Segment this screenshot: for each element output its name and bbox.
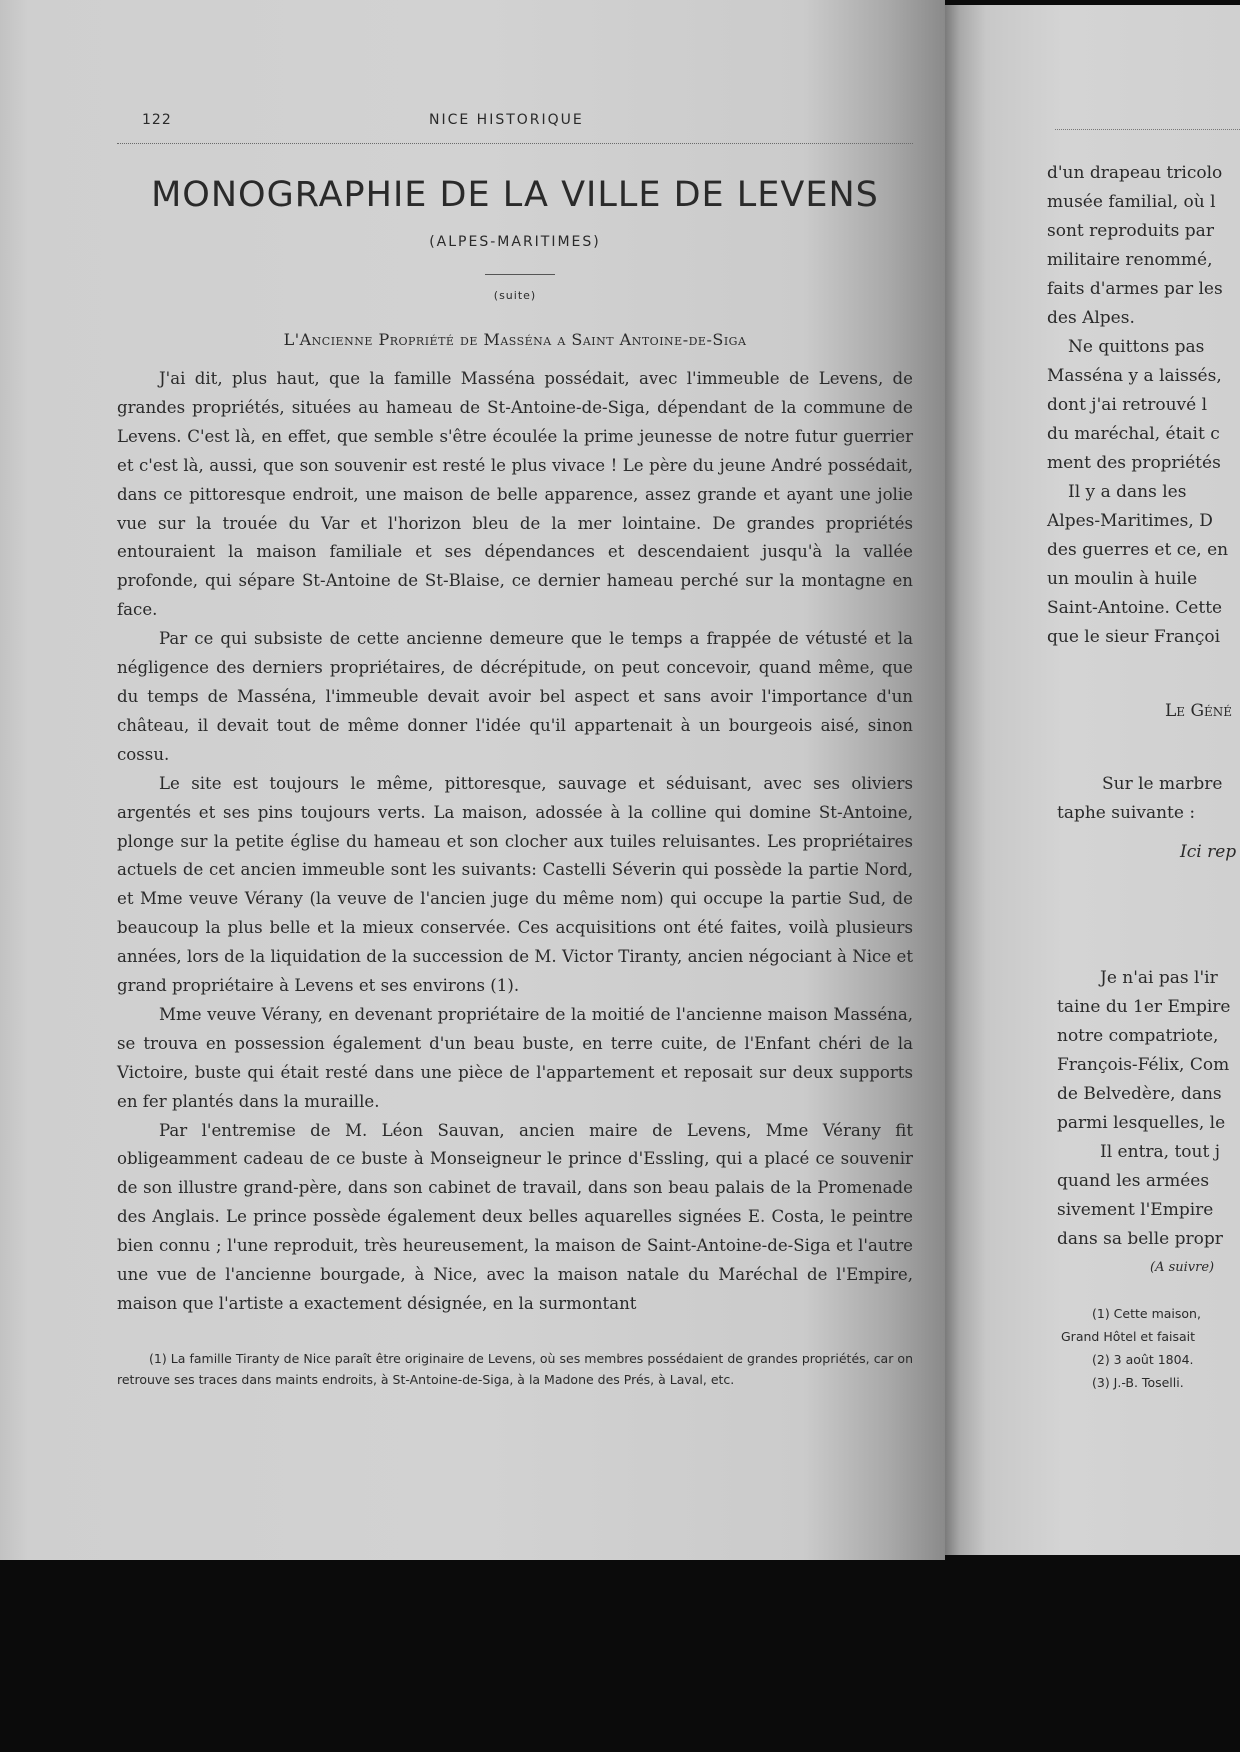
epitaph-line: Ici rep (1180, 842, 1237, 862)
right-line: de Belvedère, dans (1057, 1084, 1222, 1104)
right-line: faits d'armes par les (1047, 279, 1223, 299)
right-line: François-Félix, Com (1057, 1055, 1230, 1075)
right-line: un moulin à huile (1047, 569, 1198, 589)
right-line: d'un drapeau tricolo (1047, 163, 1223, 183)
running-title: NICE HISTORIQUE (429, 112, 584, 128)
suite-label: (suite) (493, 289, 537, 302)
right-footnote: (2) 3 août 1804. (1092, 1352, 1194, 1367)
right-line: Ne quittons pas (1068, 337, 1205, 357)
page-number: 122 (142, 112, 172, 128)
right-line: taine du 1er Empire (1057, 997, 1231, 1017)
article-body (117, 365, 913, 1319)
right-line: Alpes-Maritimes, D (1047, 511, 1213, 531)
paragraph: Par l'entremise de M. Léon Sauvan, ancien maire de Levens, Mme Vérany fit obligeamment cadeau de ce buste à Monseigneur le prince d'Essling, qui a placé ce souvenir de son illustre grand-père, dans son cabinet de travail, dans son beau palais de la Promenade des Anglais. Le prince possède également deux belles aquarelles signées E. Costa, le peintre bien connu ; l'une reproduit, très heureusement, la maison de Saint-Antoine-de-Siga et l'autre une vue de l'ancienne bourgade, à Nice, avec la maison natale du Maréchal de l'Empire, maison que l'artiste a exactement désignée, en la surmontant (117, 1120, 913, 1313)
title-divider (485, 274, 555, 275)
right-line: Il entra, tout j (1100, 1142, 1220, 1162)
paragraph: Le site est toujours le même, pittoresque, sauvage et séduisant, avec ses oliviers argentés et ses pins toujours verts. La maison, adossée à la colline qui domine St-Antoine, plonge sur la petite église du hameau et son clocher aux tuiles reluisantes. Les propriétaires actuels de cet ancien immeuble sont les suivants: Castelli Séverin qui possède la partie Nord, et Mme veuve Vérany (la veuve de l'ancien juge du même nom) qui occupe la partie Sud, de beaucoup la plus belle et la mieux conservée. Ces acquisitions ont été faites, voilà plusieurs années, lors de la liquidation de la succession de M. Victor Tiranty, ancien négociant à Nice et grand propriétaire à Levens et ses environs (1). (117, 773, 913, 996)
right-line: ment des propriétés (1047, 453, 1221, 473)
right-line: Il y a dans les (1068, 482, 1187, 502)
right-line: Masséna y a laissés, (1047, 366, 1222, 386)
right-line: Je n'ai pas l'ir (1100, 968, 1218, 988)
paragraph: Mme veuve Vérany, en devenant propriétaire de la moitié de l'ancienne maison Masséna, se trouva en possession également d'un beau buste, en terre cuite, de l'Enfant chéri de la Victoire, buste qui était resté dans une pièce de l'appartement et reposait sur deux supports en fer plantés dans la muraille. (117, 1004, 913, 1111)
right-footnote: Grand Hôtel et faisait (1061, 1329, 1196, 1344)
article-title: MONOGRAPHIE DE LA VILLE DE LEVENS (151, 175, 879, 215)
right-footnote: (1) Cette maison, (1092, 1306, 1201, 1321)
right-line: que le sieur Françoi (1047, 627, 1221, 647)
right-line: sont reproduits par (1047, 221, 1214, 241)
running-head (117, 112, 913, 132)
right-line: notre compatriote, (1057, 1026, 1219, 1046)
article-subtitle: (ALPES-MARITIMES) (429, 234, 601, 250)
right-page (945, 5, 1240, 1555)
section-title: L'Ancienne Propriété de Masséna a Saint Antoine-de-Siga (283, 330, 747, 349)
header-rule (117, 143, 913, 144)
right-line: Saint-Antoine. Cette (1047, 598, 1223, 618)
right-line: parmi lesquelles, le (1057, 1113, 1226, 1133)
right-line: militaire renommé, (1047, 250, 1213, 270)
paragraph: J'ai dit, plus haut, que la famille Masséna possédait, avec l'immeuble de Levens, de grandes propriétés, situées au hameau de St-Antoine-de-Siga, dépendant de la commune de Levens. C'est là, en effet, que semble s'être écoulée la prime jeunesse de notre futur guerrier et c'est là, aussi, que son souvenir est resté le plus vivace ! Le père du jeune André possédait, dans ce pittoresque endroit, une maison de belle apparence, assez grande et ayant une jolie vue sur la trouée du Var et l'horizon bleu de la mer lointaine. De grandes propriétés entouraient la maison familiale et ses dépendances et descendaient jusqu'à la vallée profonde, qui sépare St-Antoine de St-Blaise, ce dernier hameau perché sur la montagne en face. (117, 369, 913, 620)
right-line: des Alpes. (1047, 308, 1135, 328)
right-line: taphe suivante : (1057, 803, 1196, 823)
right-line: des guerres et ce, en (1047, 540, 1229, 560)
a-suivre: (A suivre) (1150, 1260, 1215, 1275)
right-section-title: Le Géné (1165, 701, 1233, 721)
right-header-rule (1055, 129, 1240, 130)
footnote: (1) La famille Tiranty de Nice paraît être originaire de Levens, où ses membres possédaient de grandes propriétés, car on retrouve ses traces dans maints endroits, à St-Antoine-de-Siga, à la Madone des Prés, à Laval, etc. (117, 1351, 913, 1387)
right-line: dans sa belle propr (1057, 1229, 1223, 1249)
right-line: Sur le marbre (1102, 774, 1223, 794)
right-footnote: (3) J.-B. Toselli. (1092, 1375, 1184, 1390)
right-line: quand les armées (1057, 1171, 1210, 1191)
right-line: dont j'ai retrouvé l (1047, 395, 1208, 415)
paragraph: Par ce qui subsiste de cette ancienne demeure que le temps a frappée de vétusté et la négligence des derniers propriétaires, de décrépitude, on peut concevoir, quand même, que du temps de Masséna, l'immeuble devait avoir bel aspect et sans avoir l'importance d'un château, il devait tout de même donner l'idée qu'il appartenait à un bourgeois aisé, sinon cossu. (117, 629, 913, 764)
right-line: sivement l'Empire (1057, 1200, 1214, 1220)
right-line: du maréchal, était c (1047, 424, 1220, 444)
right-line: musée familial, où l (1047, 192, 1216, 212)
